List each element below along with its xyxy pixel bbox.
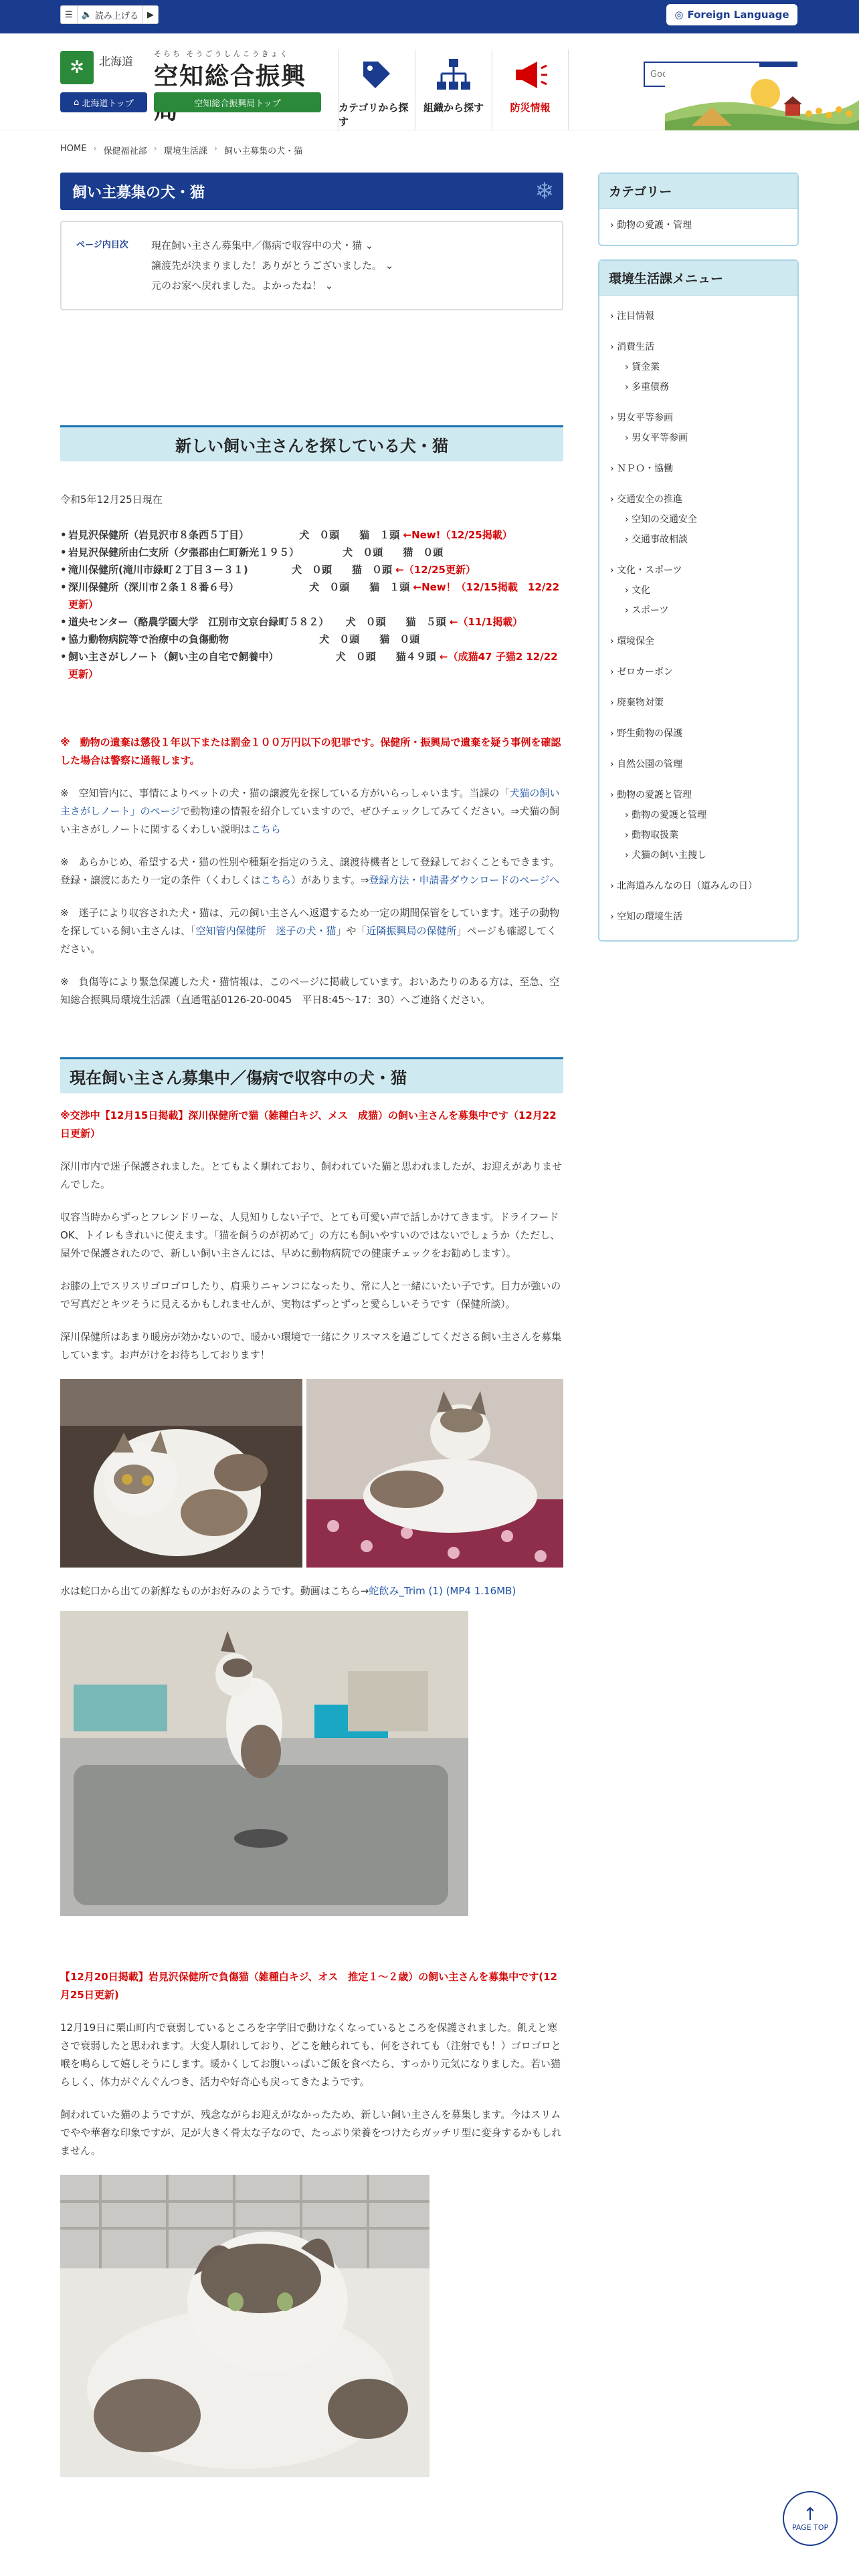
sidebar-subitem[interactable] — [610, 377, 787, 397]
sidebar-item-label: 多重債務 — [632, 382, 670, 393]
status-counts: 犬 ０頭 猫 ５頭 — [345, 616, 446, 628]
status-place: 協力動物病院等で治療中の負傷動物 — [68, 633, 229, 645]
sidebar-subitem[interactable] — [610, 428, 787, 448]
toc-label: ページ内目次 — [76, 240, 128, 250]
top-bar — [0, 0, 859, 33]
foreign-language-label: Foreign Language — [687, 9, 789, 21]
sidebar-item-label: 動物の愛護と管理 — [632, 810, 707, 821]
chevron-right-icon: › — [625, 382, 632, 393]
status-note: ←New!（12/25掲載） — [403, 529, 512, 541]
sidebar-item[interactable] — [610, 490, 787, 510]
cat1-paragraph: お膝の上でスリスリゴロゴロしたり、肩乗りニャンコになったり、常に人と一緒にいたい子です。目力が強いので写真だとキツそうに見えるかもしれませんが、実物はずっとずっと愛らしいそうです（保健所談）。 — [60, 1280, 561, 1310]
chevron-right-icon: › — [610, 790, 617, 800]
status-counts: 犬 ０頭 猫４９頭 — [335, 651, 436, 663]
cat1-photos — [60, 1379, 563, 1568]
main-content — [60, 173, 563, 2477]
breadcrumb-health[interactable]: 保健福祉部 — [103, 146, 147, 156]
status-place: 滝川保健所(滝川市緑町２丁目３－３１) — [68, 564, 248, 576]
hokkaido-top-button[interactable] — [60, 92, 147, 112]
status-row — [60, 526, 563, 544]
nav-disaster-label: 防災情報 — [510, 102, 551, 114]
play-icon[interactable]: ▶ — [147, 9, 154, 20]
note-text: ※ 迷子により収容された犬・猫は、元の飼い主さんへ返還するため一定の期間保管をしています。迷子の動物を探している飼い主さんは、「 — [60, 907, 560, 937]
read-aloud-control[interactable] — [60, 5, 159, 24]
sidebar-item-label: 注目情報 — [617, 311, 655, 322]
chevron-right-icon: › — [610, 759, 617, 770]
menu-list — [599, 296, 797, 940]
chevron-right-icon: › — [625, 605, 632, 616]
breadcrumb-separator-icon: › — [213, 144, 218, 154]
sidebar-item-label: 文化 — [632, 585, 651, 596]
sidebar-item[interactable] — [610, 907, 787, 927]
site-logo[interactable] — [60, 51, 321, 118]
sidebar-subitem[interactable] — [610, 530, 787, 550]
speaker-icon[interactable]: 🔈 読み上げる — [78, 6, 143, 23]
sidebar-item-label: 空知の環境生活 — [617, 911, 683, 922]
sidebar-item-label: 犬猫の飼い主捜し — [632, 850, 707, 861]
sidebar-item-label: 環境保全 — [617, 636, 655, 647]
note-lost-pets — [60, 904, 563, 958]
sidebar-item-label: 動物取扱業 — [632, 830, 679, 841]
logo-ruby: そらち そうごうしんこうきょく — [154, 49, 290, 58]
sidebar-subitem[interactable] — [610, 825, 787, 845]
status-note: ←（12/25更新） — [395, 564, 476, 576]
chevron-right-icon: › — [610, 881, 617, 891]
status-note: ←New！（12/15掲載 12/22更新） — [68, 581, 560, 611]
note-adoption-notebook — [60, 784, 563, 839]
shelter-status-list — [60, 526, 563, 683]
page-title — [60, 173, 563, 210]
sidebar-item[interactable] — [610, 724, 787, 744]
chevron-right-icon: › — [610, 311, 617, 322]
breadcrumb-separator-icon: › — [153, 144, 157, 154]
sidebar-item-label: 貸金業 — [632, 362, 660, 372]
note-text: ）があります。⇒ — [291, 874, 369, 886]
registration-download-link[interactable]: 登録方法・申請書ダウンロードのページへ — [369, 874, 560, 886]
toc-item-label: 譲渡先が決まりました！ありがとうございました。 — [151, 259, 383, 272]
sidebar-item-label: 消費生活 — [617, 342, 655, 352]
toc-item-label: 元のお家へ戻れました。よかったね！ — [151, 280, 322, 292]
status-row — [60, 631, 563, 648]
header-decoration-illustration — [665, 67, 859, 130]
chevron-right-icon: › — [610, 911, 617, 922]
sidebar-subitem[interactable] — [610, 357, 787, 377]
category-list — [599, 209, 797, 245]
chevron-right-icon: › — [610, 667, 617, 677]
sidebar-item-label: 空知の交通安全 — [632, 514, 698, 525]
nav-organization[interactable] — [415, 49, 492, 130]
toc-item-label: 現在飼い主さん募集中／傷病で収容中の犬・猫 — [151, 239, 363, 251]
sidebar-item[interactable] — [610, 876, 787, 896]
cat2-title: 【12月20日掲載】岩見沢保健所で負傷猫（雑種白キジ、オス 推定１～２歳）の飼い主さんを募集中です(12月25日更新) — [60, 1971, 557, 2001]
category-item-label: 動物の愛護・管理 — [617, 220, 692, 231]
sidebar-item-label: 北海道みんなの日（道みんの日） — [617, 881, 758, 891]
toc-item[interactable] — [151, 255, 393, 276]
nav-organization-label: 組織から探す — [423, 102, 484, 114]
status-row — [60, 648, 563, 683]
note-registration — [60, 853, 563, 889]
chevron-right-icon: › — [610, 565, 617, 576]
sidebar-item[interactable] — [610, 560, 787, 580]
cat1-photo-sink — [60, 1611, 468, 1916]
note-text: ※ 空知管内に、事情によりペットの犬・猫の譲渡先を探している方がいらっしゃいます。当課の「 — [60, 787, 510, 799]
globe-icon: ◎ — [674, 9, 684, 21]
sidebar-item-label: スポーツ — [632, 605, 669, 616]
status-counts: 犬 ０頭 猫 ０頭 — [291, 564, 392, 576]
breadcrumb — [60, 144, 302, 156]
chevron-right-icon: › — [625, 534, 632, 545]
breadcrumb-current: 飼い主募集の犬・猫 — [224, 146, 303, 156]
status-date: 令和5年12月25日現在 — [60, 494, 163, 506]
section-heading-currently-seeking: 現在飼い主さん募集中／傷病で収容中の犬・猫 — [60, 1057, 563, 1093]
status-place: 道央センター（酪農学園大学 江別市文京台緑町５８２） — [68, 616, 329, 628]
chevron-right-icon: › — [625, 433, 632, 443]
status-counts: 犬 ０頭 猫 １頭 — [309, 581, 410, 593]
chevron-right-icon: › — [625, 585, 632, 596]
sidebar-item-label: 動物の愛護と管理 — [617, 790, 692, 800]
sidebar-subitem[interactable] — [610, 580, 787, 601]
video-text: 水は蛇口から出ての新鮮なものがお好みのようです。動画はこちら→ — [60, 1585, 369, 1597]
cat1-video-link[interactable]: 蛇飲み_Trim (1) (MP4 1.16MB) — [369, 1585, 516, 1597]
snowflake-icon: ❄ — [535, 178, 554, 205]
sidebar-item[interactable] — [610, 306, 787, 326]
hokkaido-emblem-icon: ✲ — [60, 51, 94, 84]
read-aloud-label: 読み上げる — [94, 11, 138, 21]
spacer — [60, 1916, 563, 1943]
sidebar-item-label: 交通事故相談 — [632, 534, 688, 545]
notebook-details-link[interactable]: こちら — [250, 823, 281, 835]
chevron-down-icon: ⌄ — [385, 259, 394, 272]
status-counts: 犬 ０頭 猫 ０頭 — [343, 546, 444, 558]
office-top-button[interactable]: 空知総合振興局トップ — [154, 92, 321, 112]
nav-category-label: カテゴリから探す — [339, 102, 409, 128]
note-text: 」ページも確認してください。 — [60, 925, 557, 955]
chevron-right-icon: › — [625, 514, 632, 525]
logo-office-name: 空知総合振興 — [154, 63, 307, 90]
status-place: 飼い主さがしノート（飼い主の自宅で飼養中） — [68, 651, 279, 663]
toc-item[interactable] — [151, 235, 393, 255]
sidebar-item[interactable] — [610, 408, 787, 428]
sidebar-item[interactable] — [610, 631, 787, 651]
sidebar-item-label: 自然公園の管理 — [617, 759, 683, 770]
site-header — [0, 33, 859, 130]
sidebar — [598, 173, 799, 955]
toc-item[interactable] — [151, 276, 393, 296]
nav-category[interactable] — [338, 49, 415, 130]
chevron-right-icon: › — [625, 850, 632, 861]
note-injured-animals: ※ 負傷等により緊急保護した犬・猫情報は、このページに掲載しています。おいあたりのある方は、至急、空知総合振興局環境生活課（直通電話0126-20-0045 平日8:45～17：30）へご連絡ください。 — [60, 976, 560, 1006]
cat1-paragraph: 深川市内で迷子保護されました。とてもよく馴れており、飼われていた猫と思われましたが、お迎えがありませんでした。 — [60, 1160, 563, 1190]
menu-box — [598, 259, 799, 942]
sidebar-subitem[interactable] — [610, 845, 787, 865]
cat1-photo-a — [60, 1379, 302, 1568]
cat1-paragraph: 深川保健所はあまり暖房が効かないので、暖かい環境で一緒にクリスマスを過ごしてくださる飼い主さんを募集しています。お声がけをお待ちしております！ — [60, 1331, 562, 1361]
chevron-right-icon: › — [610, 220, 614, 231]
status-note: ←（11/1掲載） — [449, 616, 523, 628]
breadcrumb-separator-icon: › — [93, 144, 97, 154]
sidebar-item-label: 交通安全の推進 — [617, 494, 683, 505]
sidebar-subitem[interactable] — [610, 510, 787, 530]
table-of-contents — [60, 221, 563, 310]
sidebar-item-label: ＮＰＯ・協働 — [617, 463, 674, 474]
cat1-title: ※交渉中【12月15日掲載】深川保健所で猫（雑種白キジ、メス 成猫）の飼い主さんを募集中です（12月22日更新） — [60, 1109, 557, 1140]
sidebar-item[interactable] — [610, 662, 787, 682]
sidebar-item-label: 野生動物の保護 — [617, 728, 683, 739]
chevron-right-icon: › — [625, 362, 632, 372]
note-text: 」や「 — [336, 925, 367, 937]
section-heading-new-owners: 新しい飼い主さんを探している犬・猫 — [60, 425, 563, 461]
status-row — [60, 613, 563, 631]
home-icon: ⌂ — [74, 97, 80, 108]
page-title-text: 飼い主募集の犬・猫 — [72, 184, 205, 201]
chevron-right-icon: › — [625, 810, 632, 821]
foreign-language-button[interactable] — [666, 4, 797, 25]
cat1-paragraph: 収容当時からずっとフレンドリーな、人見知りしない子で、とても可愛い声で話しかけてきます。ドライフードOK、トイレもきれいに使えます。「猫を飼うのが初めて」の方にも飼いやすいのではないでしょうか（ただし、屋外で保護されたので、新しい飼い主さんには、早めに動物病院での健康チェックをお勧めします）。 — [60, 1211, 561, 1259]
spacer — [60, 310, 563, 425]
cat2-paragraph: 12月19日に栗山町内で衰弱しているところを字学旧で動けなくなっているところを保護されました。飢えと寒さで衰弱したと思われます。大変人馴れしており、どこを触られても、何をされても（注射でも！）ゴロゴロと喉を鳴らして嬉しそうにします。暖かくしてお腹いっぱいご飯を食べたら、すっかり元気になりました。若い猫らしく、体力がぐんぐんつき、活力や好奇心も戻ってきたようです。 — [60, 2022, 561, 2088]
status-counts: 犬 ０頭 猫 １頭 — [299, 529, 400, 541]
sidebar-subitem[interactable] — [610, 601, 787, 621]
chevron-right-icon: › — [610, 494, 617, 505]
page-top-label: PAGE TOP — [791, 2523, 829, 2532]
status-row — [60, 578, 563, 613]
abandonment-warning: ※ 動物の遺棄は懲役１年以下または罰金１００万円以下の犯罪です。保健所・振興局で遺棄を疑う事例を確認した場合は警察に通報します。 — [60, 736, 561, 766]
status-row — [60, 544, 563, 561]
status-place: 深川保健所（深川市２条１８番６号） — [68, 581, 240, 593]
page-top-button[interactable] — [783, 2491, 838, 2546]
menu-icon[interactable]: ☰ — [61, 6, 78, 23]
category-heading: カテゴリー — [599, 174, 797, 209]
category-item[interactable] — [610, 215, 787, 235]
status-place: 岩見沢保健所由仁支所（夕張郡由仁町新光１９５） — [68, 546, 300, 558]
menu-heading: 環境生活課メニュー — [599, 261, 797, 296]
status-row — [60, 561, 563, 578]
breadcrumb-env[interactable]: 環境生活課 — [163, 146, 207, 156]
sidebar-item[interactable] — [610, 459, 787, 479]
chevron-right-icon: › — [610, 413, 617, 423]
sidebar-item[interactable] — [610, 754, 787, 774]
nearby-health-centers-link[interactable]: 近隣振興局の保健所 — [366, 925, 457, 937]
sidebar-item-label: 文化・スポーツ — [617, 565, 682, 576]
chevron-down-icon: ⌄ — [365, 239, 374, 251]
chevron-down-icon: ⌄ — [324, 280, 334, 292]
note-text: ※ あらかじめ、希望する犬・猫の性別や種類を指定のうえ、譲渡待機者として登録しておくこともできます。登録・譲渡にあたり一定の条件（くわしくは — [60, 856, 560, 886]
nav-disaster[interactable] — [492, 49, 569, 130]
org-chart-icon — [432, 53, 475, 96]
sidebar-item-label: 男女平等参画 — [632, 433, 688, 443]
notebook-link[interactable]: 犬猫の飼い主さがしノート」のページ — [60, 787, 560, 817]
chevron-right-icon: › — [625, 830, 632, 841]
conditions-link[interactable]: こちら — [261, 874, 292, 886]
status-counts: 犬 ０頭 猫 ０頭 — [319, 633, 420, 645]
category-box — [598, 173, 799, 246]
chevron-right-icon: › — [610, 697, 617, 708]
megaphone-icon — [509, 53, 552, 96]
sidebar-item[interactable] — [610, 337, 787, 357]
hokkaido-top-label: 北海道トップ — [82, 98, 134, 109]
chevron-right-icon: › — [610, 342, 617, 352]
status-note: ←（成猫47 子猫2 12/22更新） — [68, 651, 558, 680]
spacer — [60, 1009, 563, 1057]
sidebar-subitem[interactable] — [610, 805, 787, 825]
arrow-up-icon: ↑ — [803, 2504, 818, 2525]
breadcrumb-home[interactable]: HOME — [60, 144, 87, 154]
cat1-photo-b — [306, 1379, 563, 1568]
sidebar-item[interactable] — [610, 693, 787, 713]
chevron-right-icon: › — [610, 636, 617, 647]
cat2-photo — [60, 2175, 430, 2477]
sidebar-item-label: 男女平等参画 — [617, 413, 674, 423]
sidebar-item-label: ゼロカーボン — [617, 667, 674, 677]
chevron-right-icon: › — [610, 728, 617, 739]
cat1-video-text — [60, 1582, 563, 1600]
sidebar-item[interactable] — [610, 785, 787, 805]
status-place: 岩見沢保健所（岩見沢市８条西５丁目） — [68, 529, 250, 541]
cat2-paragraph: 飼われていた猫のようですが、残念ながらお迎えがなかったため、新しい飼い主さんを募集します。今はスリムでやや華奢な印象ですが、足が大きく骨太な子なので、たっぷり栄養をつけたらガッチリ型に変身するかもしれません。 — [60, 2109, 562, 2157]
lost-pets-link[interactable]: 空知管内保健所 迷子の犬・猫 — [195, 925, 337, 937]
sidebar-item-label: 廃棄物対策 — [617, 697, 664, 708]
chevron-right-icon: › — [610, 463, 617, 474]
logo-hokkaido: 北海道 — [99, 56, 133, 69]
note-text: で動物達の情報を紹介していますので、ぜひチェックしてみてください。⇒犬猫の飼い主さがしノートに関するくわしい説明は — [60, 805, 560, 835]
tag-icon — [355, 53, 398, 96]
